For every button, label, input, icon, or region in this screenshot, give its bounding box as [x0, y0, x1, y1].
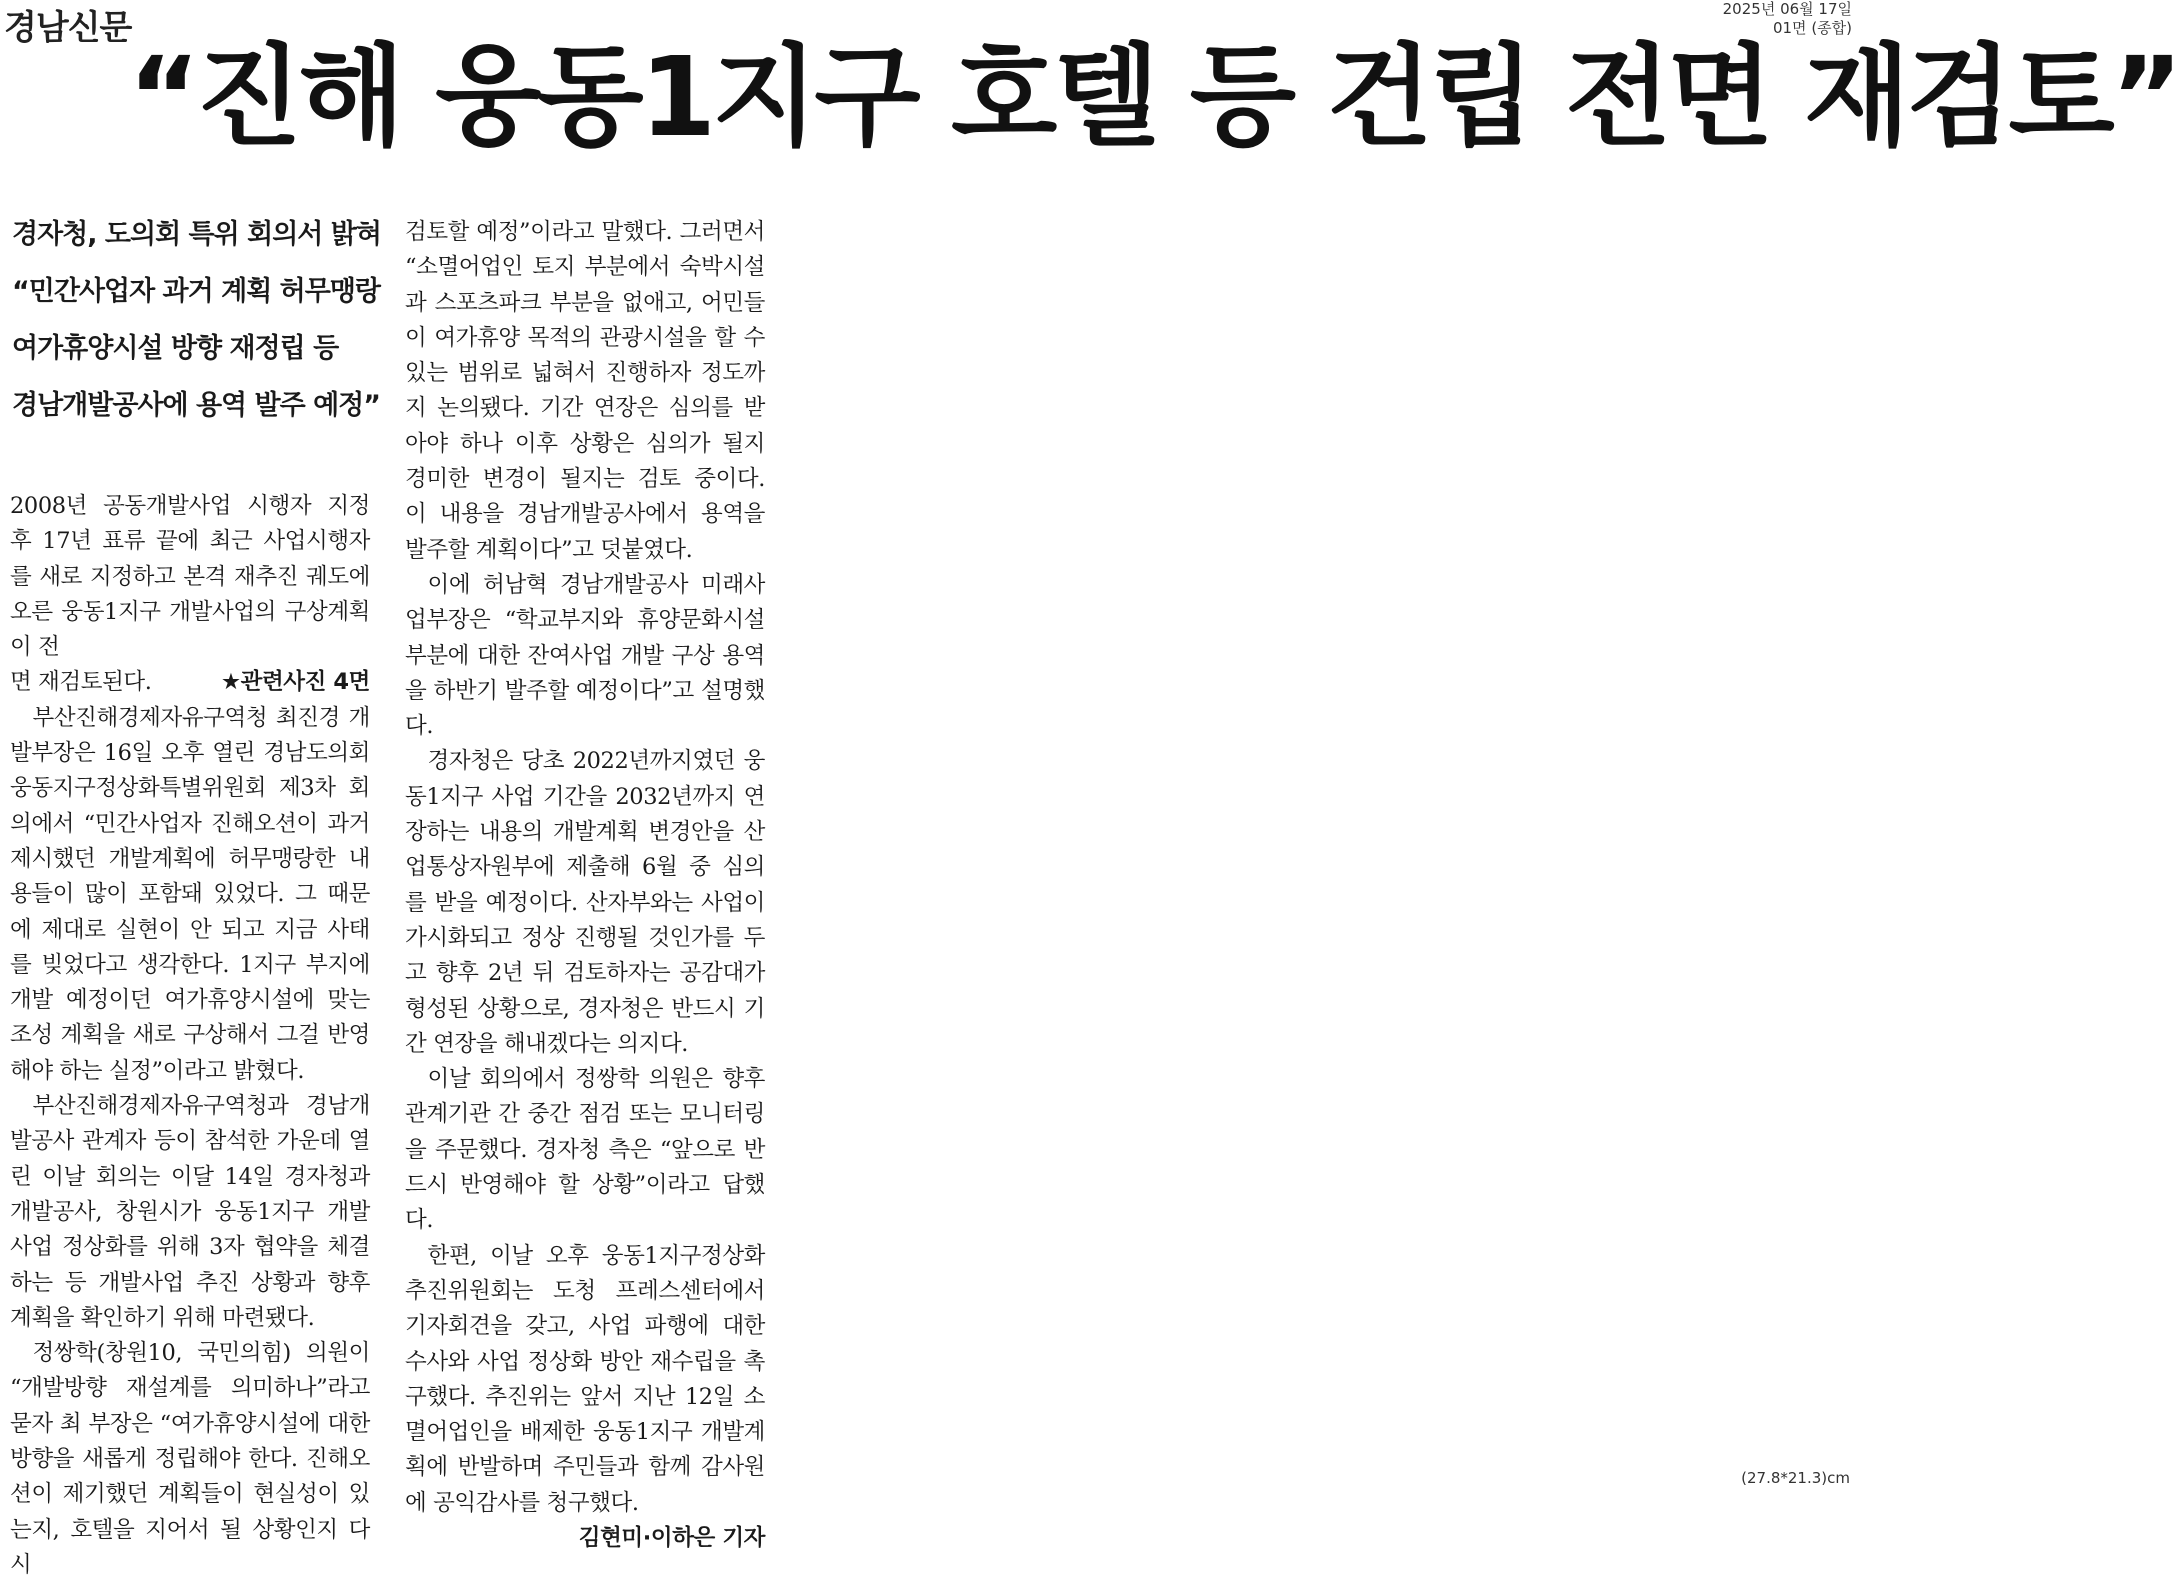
issue-page: 01면 (종합) [1772, 19, 1852, 37]
continued-paragraph: 검토할 예정”이라고 말했다. 그러면서 “소멸어업인 토지 부분에서 숙박시설과 스포츠파크 부분을 없애고, 어민들이 여가휴양 목적의 관광시설을 할 수 있는 범위로 넓혀서 진행하자 정도까지 논의됐다. 기간 연장은 심의를 받아야 하나 이후 상황은 심의가 될지 경미한 변경이 될지는 검토 중이다. 이 내용을 경남개발공사에서 용역을 발주할 계획이다”고 덧붙였다. [405, 219, 765, 563]
article-column-2 [405, 215, 765, 1556]
lead-last-line [10, 665, 370, 700]
issue-date: 2025년 06월 17일 [1722, 0, 1852, 18]
reporter-byline: 김현미·이하은 기자 [578, 1524, 765, 1551]
body-paragraph: 부산진해경제자유구역청 최진경 개발부장은 16일 오후 열린 경남도의회 웅동지구정상화특별위원회 제3차 회의에서 “민간사업자 진해오션이 과거 제시했던 개발계획에 허무맹랑한 내용들이 많이 포함돼 있었다. 그 때문에 제대로 실현이 안 되고 지금 사태를 빚었다고 생각한다. 1지구 부지에 개발 예정이던 여가휴양시설에 맞는 조성 계획을 새로 구상해서 그걸 반영해야 하는 실정”이라고 밝혔다. [10, 704, 370, 1084]
clipping-size-note: (27.8*21.3)cm [1741, 1469, 1850, 1487]
lead-ending: 면 재검토된다. [10, 669, 152, 696]
body-paragraph: 이날 회의에서 정쌍학 의원은 향후 관계기관 간 중간 점검 또는 모니터링을 주문했다. 경자청 측은 “앞으로 반드시 반영해야 할 상황”이라고 답했다. [405, 1066, 765, 1234]
subheadline-line: “민간사업자 과거 계획 허무맹랑 [12, 276, 381, 307]
body-paragraph: 정쌍학(창원10, 국민의힘) 의원이 “개발방향 재설계를 의미하나”라고 묻자 최 부장은 “여가휴양시설에 대한 방향을 새롭게 정립해야 한다. 진해오션이 제기했던 계획들이 현실성이 있는지, 호텔을 지어서 될 상황인지 다시 [10, 1340, 370, 1578]
subheadline-block [12, 206, 382, 434]
subheadline-line: 경남개발공사에 용역 발주 예정” [12, 390, 381, 421]
body-paragraph: 부산진해경제자유구역청과 경남개발공사 관계자 등이 참석한 가운데 열린 이날 회의는 이달 14일 경자청과 개발공사, 창원시가 웅동1지구 개발사업 정상화를 위해 3자 협약을 체결하는 등 개발사업 추진 상황과 향후 계획을 확인하기 위해 마련됐다. [10, 1093, 370, 1331]
article-column-1 [10, 489, 370, 1583]
body-paragraph: 경자청은 당초 2022년까지였던 웅동1지구 사업 기간을 2032년까지 연장하는 내용의 개발계획 변경안을 산업통상자원부에 제출해 6월 중 심의를 받을 예정이다. 산자부와는 사업이 가시화되고 정상 진행될 것인가를 두고 향후 2년 뒤 검토하자는 공감대가 형성된 상황으로, 경자청은 반드시 기간 연장을 해내겠다는 의지다. [405, 748, 765, 1057]
subheadline-line: 경자청, 도의회 특위 회의서 밝혀 [12, 219, 381, 250]
subheadline-line: 여가휴양시설 방향 재정립 등 [12, 333, 339, 364]
newspaper-name: 경남신문 [4, 8, 132, 48]
related-photo-note: ★관련사진 4면 [220, 669, 370, 696]
article-headline: “진해 웅동1지구 호텔 등 건립 전면 재검토” [128, 33, 2179, 161]
lead-paragraph: 2008년 공동개발사업 시행자 지정 후 17년 표류 끝에 최근 사업시행자를 새로 지정하고 본격 재추진 궤도에 오른 웅동1지구 개발사업의 구상계획이 전 [10, 493, 370, 661]
body-paragraph: 한편, 이날 오후 웅동1지구정상화추진위원회는 도청 프레스센터에서 기자회견을 갖고, 사업 파행에 대한 수사와 사업 정상화 방안 재수립을 촉구했다. 추진위는 앞서 지난 12일 소멸어업인을 배제한 웅동1지구 개발계획에 반발하며 주민들과 함께 감사원에 공익감사를 청구했다. [405, 1242, 765, 1516]
body-paragraph: 이에 허남혁 경남개발공사 미래사업부장은 “학교부지와 휴양문화시설 부분에 대한 잔여사업 개발 구상 용역을 하반기 발주할 예정이다”고 설명했다. [405, 571, 765, 740]
